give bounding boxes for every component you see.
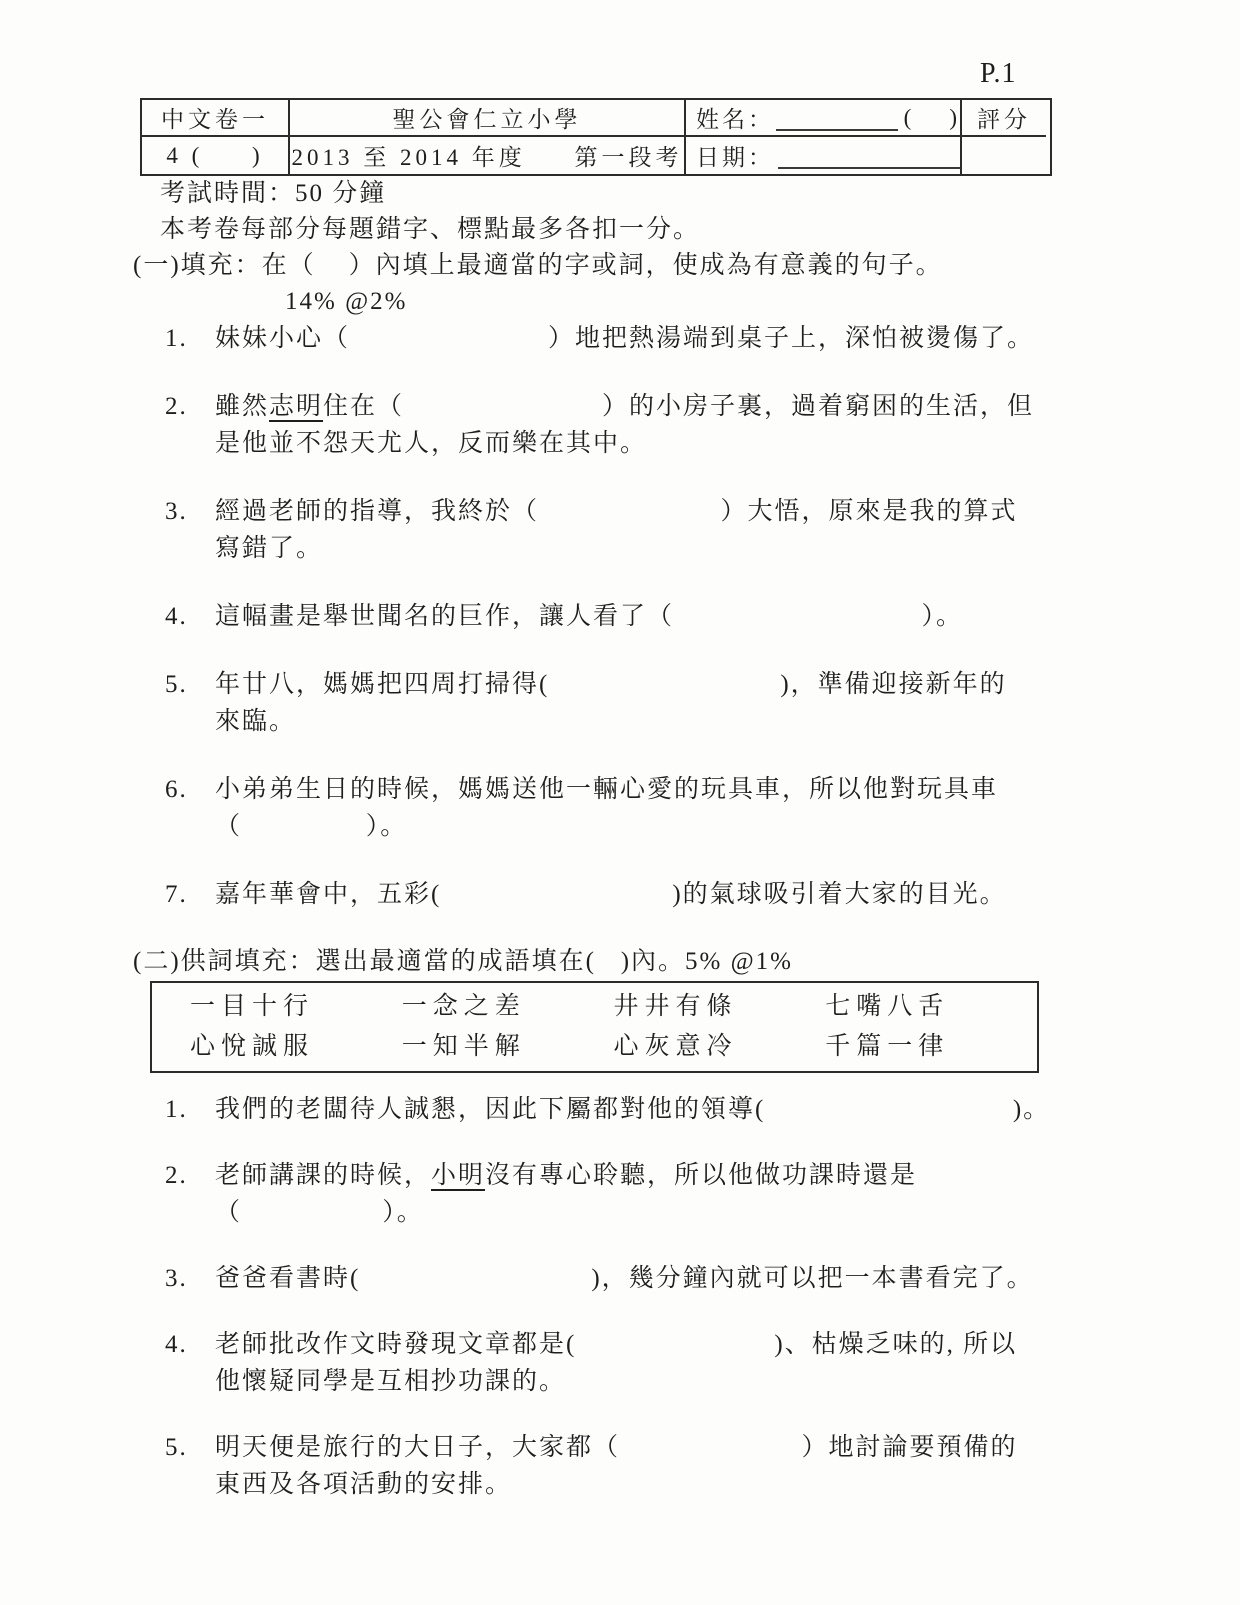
name-writing-line[interactable] <box>776 104 898 130</box>
name-class-paren: ( ) <box>903 104 960 130</box>
question-text: ）地把熱湯端到桌子上，深怕被燙傷了。 <box>548 325 1035 352</box>
answer-blank[interactable] <box>620 1434 802 1461</box>
answer-blank[interactable] <box>242 1199 382 1226</box>
question-item <box>133 666 1093 740</box>
question-body <box>215 1326 1093 1400</box>
section2-heading: (二)供詞填充：選出最適當的成語填在( )內。5% @1% <box>133 948 793 975</box>
question-line <box>215 530 1093 567</box>
class-cell: 4 ( ) <box>142 137 290 174</box>
question-text: 小弟弟生日的時候，媽媽送他一輛心愛的玩具車，所以他對玩具車 <box>215 776 999 803</box>
score-label-cell: 評分 <box>962 100 1046 137</box>
question-line <box>215 1363 1093 1400</box>
question-line <box>215 666 1093 703</box>
question-line <box>215 771 1093 808</box>
date-field-cell <box>686 137 962 174</box>
question-item <box>133 493 1093 567</box>
section2-questions <box>133 1091 1093 1503</box>
answer-blank[interactable] <box>360 1265 591 1292</box>
question-number: 6. <box>165 776 188 803</box>
question-body <box>215 1260 1093 1297</box>
question-text: 年廿八，媽媽把四周打掃得( <box>215 671 550 698</box>
question-item <box>133 320 1093 357</box>
question-text: 住在（ <box>323 393 405 420</box>
question-text: 沒有專心聆聽，所以他做功課時還是 <box>485 1162 918 1189</box>
answer-blank[interactable] <box>441 881 672 908</box>
question-text: 是他並不怨天尤人，反而樂在其中。 <box>215 430 648 457</box>
question-line <box>215 320 1093 357</box>
question-number: 5. <box>165 671 188 698</box>
question-number: 4. <box>165 1331 188 1358</box>
answer-blank[interactable] <box>576 1331 774 1358</box>
question-text: 明天便是旅行的大日子，大家都（ <box>215 1434 621 1461</box>
name-field-cell <box>686 100 962 137</box>
question-body <box>215 493 1093 567</box>
question-item <box>133 771 1093 845</box>
underlined-name: 志明 <box>269 393 324 420</box>
question-text: 老師批改作文時發現文章都是( <box>215 1331 577 1358</box>
answer-blank[interactable] <box>539 498 721 525</box>
score-value-cell <box>962 137 1046 174</box>
answer-blank[interactable] <box>549 671 780 698</box>
question-number: 1. <box>165 1096 188 1123</box>
question-item <box>133 1429 1093 1503</box>
question-text: ）地討論要預備的 <box>801 1434 1018 1461</box>
question-line <box>215 388 1093 425</box>
question-text: 經過老師的指導，我終於（ <box>215 498 540 525</box>
question-text: 爸爸看書時( <box>215 1265 361 1292</box>
question-text: )的氣球吸引着大家的目光。 <box>672 881 1007 908</box>
question-line <box>215 1466 1093 1503</box>
school-name-cell: 聖公會仁立小學 <box>290 100 686 137</box>
question-text: ）。 <box>382 1199 424 1226</box>
word-bank-idiom: 七嘴八舌 <box>825 993 950 1020</box>
question-body <box>215 1091 1093 1128</box>
question-text: 來臨。 <box>215 708 297 735</box>
question-body <box>215 598 1093 635</box>
question-item <box>133 388 1093 462</box>
question-text: 寫錯了。 <box>215 535 324 562</box>
question-text: 妹妹小心（ <box>215 325 351 352</box>
question-body <box>215 388 1093 462</box>
paper-title-cell: 中文卷一 <box>142 100 290 137</box>
word-bank-box <box>150 981 1039 1073</box>
question-item <box>133 1260 1093 1297</box>
question-number: 5. <box>165 1434 188 1461</box>
question-line <box>215 876 1093 913</box>
date-label: 日期： <box>696 145 774 170</box>
question-item <box>133 1326 1093 1400</box>
question-text: ）。 <box>921 603 964 630</box>
question-number: 7. <box>165 881 188 908</box>
question-line <box>215 425 1093 462</box>
question-number: 4. <box>165 603 188 630</box>
question-line <box>215 493 1093 530</box>
question-body <box>215 876 1093 913</box>
question-text: 雖然 <box>215 393 270 420</box>
question-text: 東西及各項活動的安排。 <box>215 1471 513 1498</box>
question-line <box>215 703 1093 740</box>
question-text: （ <box>215 813 243 840</box>
year-term-cell: 2013 至 2014 年度 第一段考 <box>290 137 686 174</box>
answer-blank[interactable] <box>674 603 922 630</box>
question-body <box>215 320 1093 357</box>
question-text: 這幅畫是舉世聞名的巨作，讓人看了（ <box>215 603 675 630</box>
question-text: 老師講課的時候， <box>215 1162 432 1189</box>
question-text: ）大悟，原來是我的算式 <box>720 498 1018 525</box>
question-text: 他懷疑同學是互相抄功課的。 <box>215 1368 567 1395</box>
question-line <box>215 1194 1093 1231</box>
page-number: P.1 <box>980 58 1017 89</box>
question-line <box>215 598 1093 635</box>
question-number: 2. <box>165 1162 188 1189</box>
question-line <box>215 1260 1093 1297</box>
word-bank-idiom: 心灰意冷 <box>613 1033 738 1060</box>
question-text: ）。 <box>365 813 408 840</box>
question-number: 3. <box>165 498 188 525</box>
word-bank-idiom: 一知半解 <box>401 1033 526 1060</box>
answer-blank[interactable] <box>242 813 366 840</box>
question-text: 嘉年華會中，五彩( <box>215 881 442 908</box>
section1-heading: (一)填充：在（ ）內填上最適當的字或詞，使成為有意義的句子。 <box>133 252 943 279</box>
question-item <box>133 876 1093 913</box>
date-writing-line[interactable] <box>778 142 960 168</box>
underlined-name: 小明 <box>431 1162 486 1189</box>
word-bank-idiom: 心悅誠服 <box>190 1033 315 1060</box>
question-number: 1. <box>165 325 188 352</box>
question-line <box>215 1091 1093 1128</box>
name-label: 姓名： <box>696 107 774 132</box>
question-line <box>215 1326 1093 1363</box>
header-table <box>140 98 1052 176</box>
question-text: )，幾分鐘內就可以把一本書看完了。 <box>591 1265 1034 1292</box>
question-body <box>215 666 1093 740</box>
question-text: （ <box>215 1199 243 1226</box>
question-number: 3. <box>165 1265 188 1292</box>
question-number: 2. <box>165 393 188 420</box>
question-text: )、枯燥乏味的, 所以 <box>774 1331 1018 1358</box>
question-body <box>215 771 1093 845</box>
question-text: ）的小房子裏，過着窮困的生活，但 <box>602 393 1035 420</box>
word-bank-idiom: 千篇一律 <box>825 1033 950 1060</box>
exam-body <box>133 176 1093 1532</box>
question-text: )。 <box>1012 1096 1051 1123</box>
exam-time: 考試時間：50 分鐘 <box>160 180 387 207</box>
question-text: )，準備迎接新年的 <box>780 671 1007 698</box>
answer-blank[interactable] <box>350 325 548 352</box>
word-bank-idiom: 一目十行 <box>190 993 315 1020</box>
word-bank-idiom: 井井有條 <box>613 993 738 1020</box>
question-body <box>215 1429 1093 1503</box>
question-line <box>215 1429 1093 1466</box>
question-line <box>215 808 1093 845</box>
question-item <box>133 1091 1093 1128</box>
answer-blank[interactable] <box>404 393 602 420</box>
answer-blank[interactable] <box>765 1096 1013 1123</box>
question-body <box>215 1157 1093 1231</box>
question-item <box>133 598 1093 635</box>
word-bank-idiom: 一念之差 <box>401 993 526 1020</box>
question-line <box>215 1157 1093 1194</box>
section1-marks: 14% @2% <box>285 288 408 315</box>
section1-questions <box>133 320 1093 913</box>
deduction-note: 本考卷每部分每題錯字、標點最多各扣一分。 <box>160 216 701 243</box>
question-item <box>133 1157 1093 1231</box>
question-text: 我們的老闆待人誠懇，因此下屬都對他的領導( <box>215 1096 766 1123</box>
